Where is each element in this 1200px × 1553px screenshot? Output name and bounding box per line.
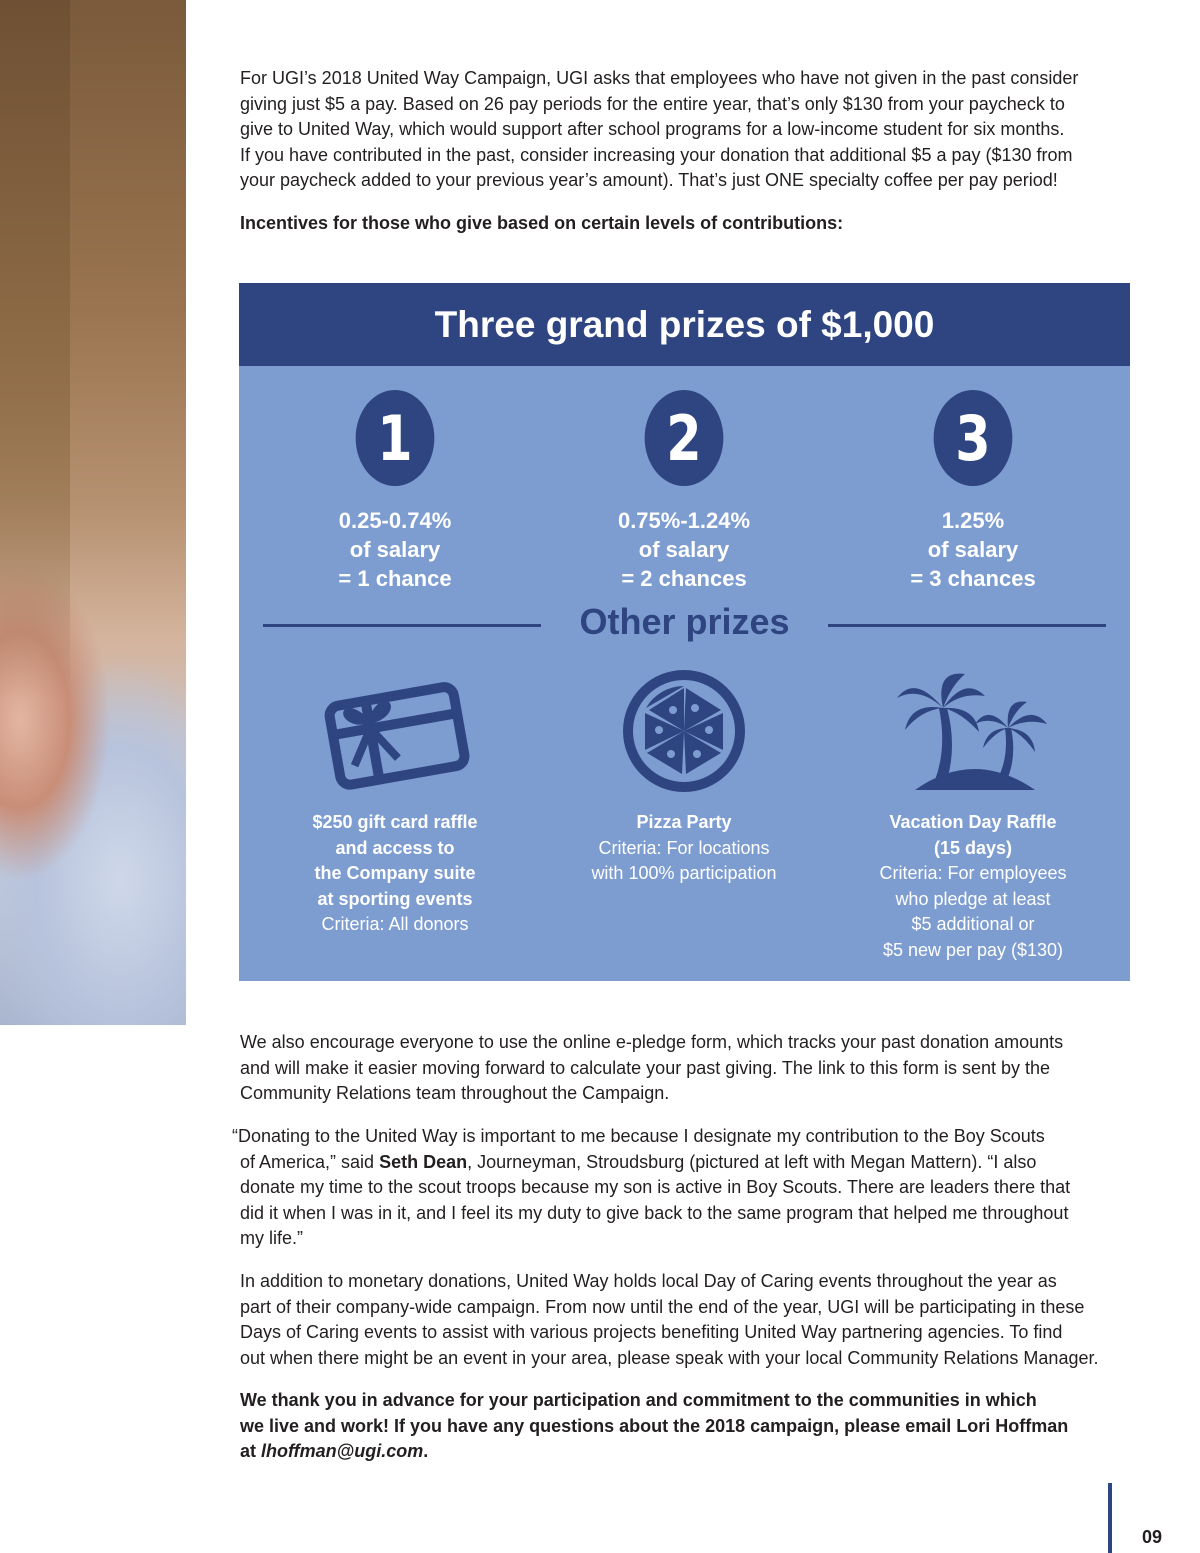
quote-line: did it when I was in it, and I feel its my duty to give back to the same program that helped me throughout [240, 1202, 1069, 1223]
prize-gift-card [250, 810, 540, 938]
caring-line: part of their company-wide campaign. From now until the end of the year, UGI will be participating in these [240, 1296, 1085, 1317]
intro-line: If you have contributed in the past, consider increasing your donation that additional $5 a pay ($130 from [240, 144, 1073, 165]
divider-left [263, 624, 541, 627]
pizza-icon [623, 670, 745, 792]
prize-title-line: Pizza Party [636, 812, 732, 832]
epledge-line: and will make it easier moving forward to calculate your past giving. The link to this form is sent by the [240, 1057, 1051, 1078]
quote-text: of America,” said [240, 1151, 380, 1172]
prize-criteria-line: who pledge at least [895, 888, 1051, 909]
tier-line: of salary [927, 537, 1019, 562]
infographic-title: Three grand prizes of $1,000 [434, 303, 935, 345]
quote-speaker-name: Seth Dean [379, 1151, 468, 1172]
thanks-paragraph [240, 1388, 1140, 1465]
intro-paragraph [240, 66, 1140, 194]
gift-card-icon [319, 668, 474, 793]
tier-line: 1.25% [941, 508, 1005, 533]
tier-3-number: 3 [934, 390, 1013, 486]
tier-line: 0.25-0.74% [338, 508, 452, 533]
tier-2-text [554, 506, 814, 593]
prize-title-line: at sporting events [317, 888, 473, 909]
page-number: 09 [1142, 1527, 1163, 1547]
thanks-line: we live and work! If you have any questions about the 2018 campaign, please email Lori Hoffman [240, 1415, 1069, 1436]
quote-text: , Journeyman, Stroudsburg (pictured at left with Megan Mattern). “I also [467, 1151, 1037, 1172]
tier-2-number: 2 [645, 390, 724, 486]
photo-seth-dean-megan-mattern [0, 0, 186, 1025]
intro-line: your paycheck added to your previous year’s amount). That’s just ONE specialty coffee per pay period! [240, 170, 1058, 190]
epledge-paragraph [240, 1030, 1140, 1107]
thanks-text: at [240, 1441, 262, 1461]
thanks-text: . [423, 1441, 429, 1461]
photo-detail [0, 0, 70, 700]
page-number-bar [1108, 1483, 1112, 1553]
thanks-line [240, 1439, 1140, 1465]
prize-vacation-day [828, 810, 1118, 963]
prize-criteria-line: Criteria: For locations [598, 837, 770, 858]
palm-trees-icon [895, 668, 1053, 793]
prize-title-line: (15 days) [933, 837, 1013, 858]
quote-line: “Donating to the United Way is important to me because I designate my contribution to the Boy Scouts [232, 1126, 1045, 1146]
tier-line: 0.75%-1.24% [617, 508, 751, 533]
caring-paragraph [240, 1269, 1140, 1371]
tier-line: = 3 chances [910, 566, 1036, 591]
quote-line [232, 1150, 1140, 1176]
prize-title-line: Vacation Day Raffle [889, 812, 1057, 832]
caring-line: In addition to monetary donations, United Way holds local Day of Caring events throughout the year as [240, 1271, 1057, 1291]
tier-line: of salary [349, 537, 441, 562]
epledge-line: We also encourage everyone to use the online e-pledge form, which tracks your past donation amounts [240, 1032, 1064, 1052]
caring-line: Days of Caring events to assist with various projects benefiting United Way partnering agencies. To find [240, 1322, 1063, 1342]
prize-criteria-line: Criteria: All donors [321, 914, 469, 934]
tier-3-text [843, 506, 1103, 593]
email-link[interactable]: lhoffman@ugi.com [261, 1441, 424, 1461]
divider-right [828, 624, 1106, 627]
caring-line: out when there might be an event in your area, please speak with your local Community Relations Manager. [240, 1347, 1099, 1368]
quote-line: my life.” [240, 1228, 303, 1248]
infographic-header [239, 283, 1130, 366]
incentives-heading: Incentives for those who give based on certain levels of contributions: [240, 213, 844, 233]
intro-line: For UGI’s 2018 United Way Campaign, UGI asks that employees who have not given in the past consider [240, 68, 1079, 88]
epledge-line: Community Relations team throughout the Campaign. [240, 1083, 670, 1103]
tier-line: of salary [638, 537, 730, 562]
prize-title-line: and access to [335, 837, 455, 858]
intro-line: give to United Way, which would support after school programs for a low-income student for six months. [240, 119, 1065, 139]
tier-line: = 2 chances [621, 566, 747, 591]
other-prizes-title: Other prizes [579, 601, 790, 642]
prize-pizza-party [539, 810, 829, 887]
thanks-line: We thank you in advance for your participation and commitment to the communities in which [240, 1390, 1037, 1410]
tier-line: = 1 chance [338, 566, 452, 591]
quote-paragraph [232, 1124, 1140, 1252]
prize-criteria-line: $5 new per pay ($130) [882, 939, 1064, 960]
tier-1-text [265, 506, 525, 593]
prize-criteria-line: Criteria: For employees [879, 863, 1067, 883]
prizes-infographic [239, 283, 1130, 981]
prize-criteria-line: $5 additional or [911, 914, 1035, 934]
prize-title-line: the Company suite [314, 863, 476, 883]
intro-line: giving just $5 a pay. Based on 26 pay periods for the entire year, that’s only $130 from your paycheck to [240, 93, 1065, 114]
prize-criteria-line: with 100% participation [591, 863, 777, 883]
tier-1-number: 1 [356, 390, 435, 486]
prize-title-line: $250 gift card raffle [312, 812, 478, 832]
quote-line: donate my time to the scout troops because my son is active in Boy Scouts. There are leaders there that [240, 1177, 1071, 1197]
